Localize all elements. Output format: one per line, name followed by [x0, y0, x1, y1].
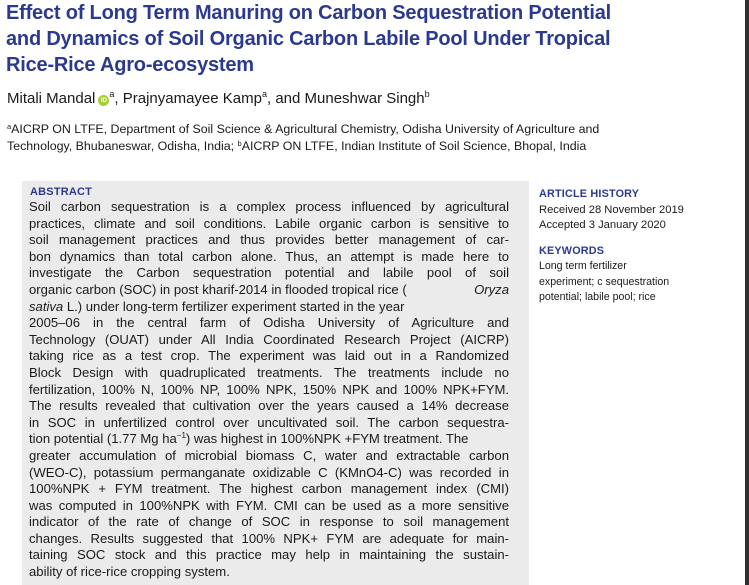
affiliation-line	[7, 138, 742, 155]
abstract-line	[29, 282, 509, 299]
keyword-line: experiment; c sequestration	[539, 275, 670, 288]
abstract-line: soil management practices and thus provides better management of car-	[29, 232, 509, 248]
author-name[interactable]: Muneshwar Singh	[304, 90, 425, 107]
title-line: Rice-Rice Agro-ecosystem	[6, 54, 254, 76]
author-name[interactable]: Prajnyamayee Kamp	[122, 90, 262, 107]
affil-mark: b	[237, 138, 242, 148]
title-line: Effect of Long Term Manuring on Carbon Sequestration Potential	[6, 2, 612, 24]
abstract-line: greater accumulation of microbial biomass C, water and extractable carbon	[29, 447, 509, 463]
abstract-line: Technology (OUAT) under All India Coordinated Research Project (AICRP)	[29, 331, 509, 347]
abstract-line: ability of rice-rice cropping system.	[29, 564, 230, 580]
abstract-segment: tion potential (1.77 Mg ha	[29, 431, 177, 447]
scientific-name: Oryza	[474, 281, 509, 297]
keywords-list	[539, 259, 669, 306]
author-separator: ,	[114, 90, 119, 107]
abstract-line: fertilization, 100% N, 100% NP, 100% NPK, 150% NPK and 100% NPK+FYM.	[29, 381, 509, 397]
abstract-line: Block Design with quadruplicated treatments. The treatments include no	[29, 364, 509, 380]
affil-text: Technology, Bhubaneswar, Odisha, India;	[7, 138, 238, 153]
abstract-line: 100%NPK + FYM treatment. The highest carbon management index (CMI)	[29, 481, 509, 497]
article-history	[539, 203, 684, 233]
abstract-line: was computed in 100%NPK with FYM. CMI can be used as a more sensitive	[29, 497, 509, 513]
abstract-segment: L.) under long-term fertilizer experiment started in the year	[63, 298, 405, 314]
orcid-icon[interactable]: iD	[98, 95, 109, 106]
abstract-line: The results revealed that cultivation over the years caused a 14% decrease	[29, 398, 509, 414]
author-affil-mark: a	[261, 89, 267, 99]
abstract-line: taining SOC stock and this practice may help in maintaining the sustain-	[29, 547, 509, 563]
affiliation-line	[7, 121, 742, 138]
title-line: and Dynamics of Soil Organic Carbon Labile Pool Under Tropical	[6, 28, 611, 50]
abstract-line	[29, 299, 509, 316]
abstract-segment: organic carbon (SOC) in post kharif-2014 in flooded tropical rice (	[29, 281, 407, 297]
author-name[interactable]: Mitali Mandal	[7, 90, 96, 107]
abstract-segment: ) was highest in 100%NPK +FYM treatment. The	[185, 431, 469, 447]
author-affil-mark: b	[424, 89, 430, 99]
keywords-heading: KEYWORDS	[539, 245, 605, 257]
unit-exponent: −1	[176, 431, 186, 441]
keyword-line: Long term fertilizer	[539, 260, 627, 272]
scientific-name: sativa	[29, 298, 64, 314]
paper-title	[6, 0, 742, 78]
author-separator: , and	[266, 90, 301, 107]
abstract-heading: ABSTRACT	[30, 186, 93, 198]
article-history-heading: ARTICLE HISTORY	[539, 188, 640, 200]
accepted-date: Accepted 3 January 2020	[539, 219, 666, 232]
abstract-line: bon dynamics than total carbon alone. Thus, an attempt is made here to	[29, 248, 509, 264]
abstract-line: indicator of the rate of change of SOC in response to soil management	[29, 514, 509, 530]
abstract-line: investigate the Carbon sequestration potential and labile pool of soil	[29, 265, 509, 281]
received-date: Received 28 November 2019	[539, 204, 684, 216]
abstract-line: taking rice as a test crop. The experiment was laid out in a Randomized	[29, 348, 509, 364]
author-list	[7, 90, 430, 108]
affil-text: AICRP ON LTFE, Indian Institute of Soil Science, Bhopal, India	[241, 138, 587, 153]
abstract-body	[29, 199, 509, 581]
abstract-line: in SOC in unfertilized control over uncultivated soil. The carbon sequestra-	[29, 414, 509, 430]
abstract-line	[29, 431, 509, 448]
abstract-line: Soil carbon sequestration is a complex process influenced by agricultural	[29, 199, 509, 214]
page-edge-border	[745, 0, 749, 585]
abstract-line: 2005–06 in the central farm of Odisha University of Agriculture and	[29, 315, 509, 331]
abstract-line: (WEO-C), potassium permanganate oxidizable C (KMnO4-C) was recorded in	[29, 464, 509, 480]
keyword-line: potential; labile pool; rice	[539, 291, 656, 303]
abstract-line: practices, climate and soil conditions. Labile organic carbon is sensitive to	[29, 215, 509, 231]
affil-mark: a	[7, 122, 12, 131]
author-affil-mark: a	[109, 89, 115, 99]
affiliations	[7, 121, 742, 154]
abstract-line: changes. Results suggested that 100% NPK+ FYM are adequate for main-	[29, 530, 509, 546]
affil-text: AICRP ON LTFE, Department of Soil Science & Agricultural Chemistry, Odisha University of Agriculture and	[11, 122, 600, 136]
